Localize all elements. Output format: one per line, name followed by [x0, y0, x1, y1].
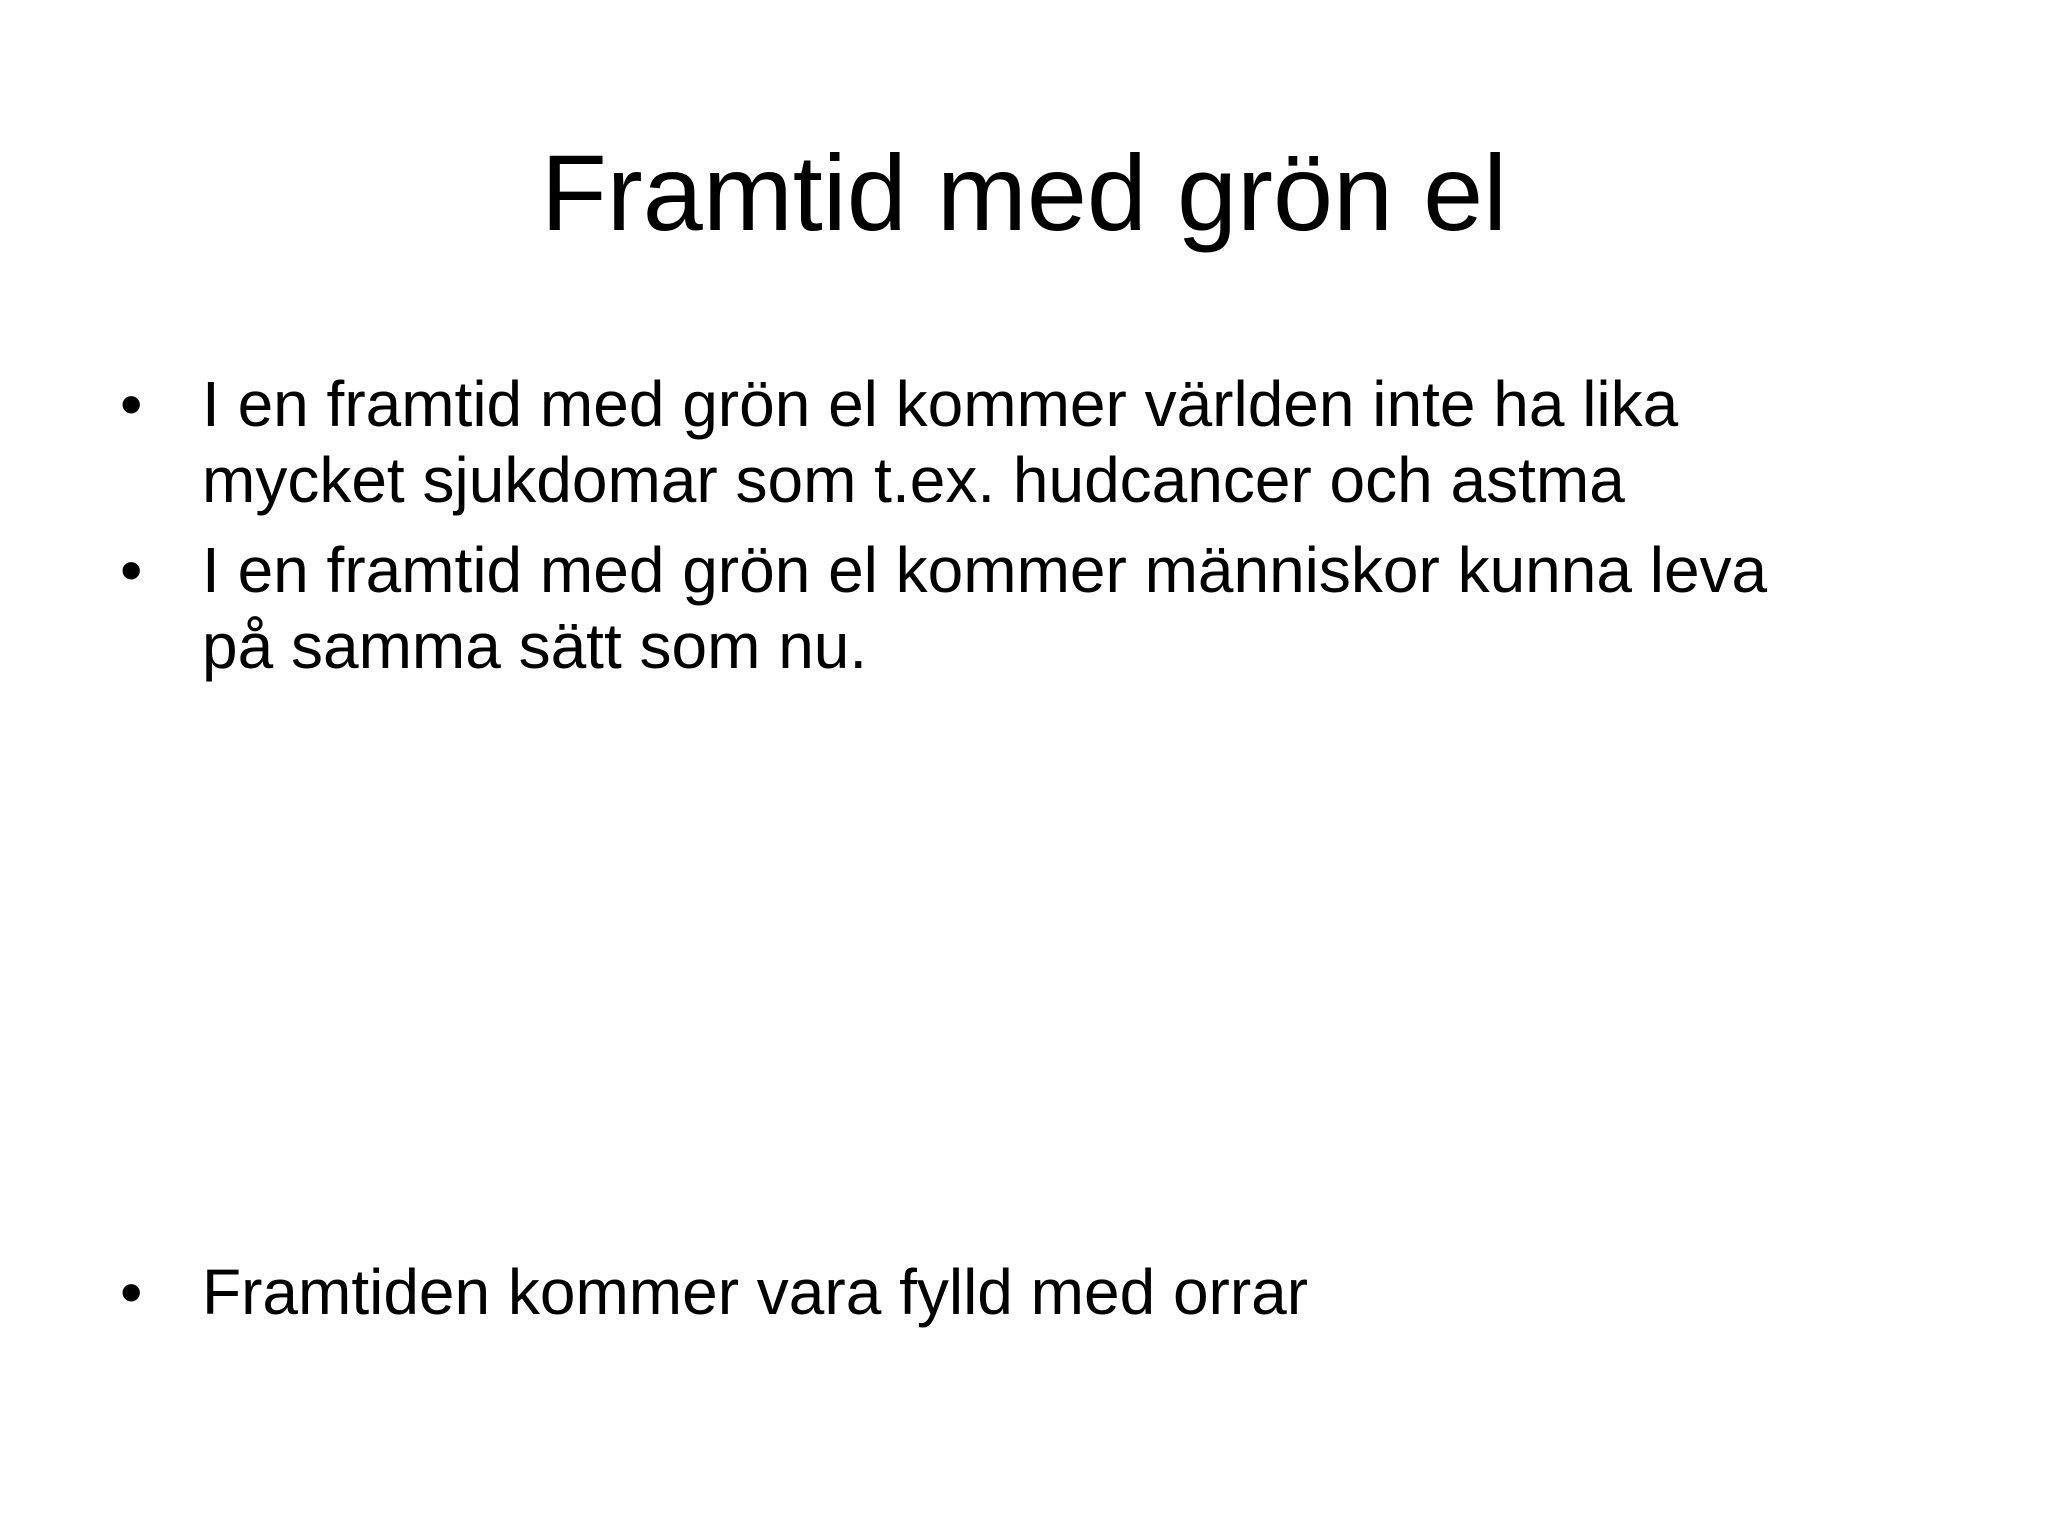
bullet-icon: •: [120, 1256, 143, 1328]
bullet-text: [202, 366, 1960, 518]
bullet-item: [120, 366, 1960, 518]
bullet-item: [120, 1254, 1960, 1330]
bullet-text: [202, 1254, 1960, 1330]
bullet-text: [202, 532, 1960, 684]
slide-title: Framtid med grön el: [540, 132, 1508, 253]
bullet-icon: •: [120, 368, 143, 440]
bullet-icon: •: [120, 534, 143, 606]
bullet-item: [120, 532, 1960, 684]
bullet-line: mycket sjukdomar som t.ex. hudcancer och astma: [202, 444, 1625, 516]
bullet-line: I en framtid med grön el kommer världen inte ha lika: [202, 368, 1679, 440]
bullet-line: på samma sätt som nu.: [202, 610, 868, 682]
bullet-line: Framtiden kommer vara fylld med orrar: [202, 1256, 1309, 1328]
bullet-line: I en framtid med grön el kommer människor kunna leva: [202, 534, 1768, 606]
